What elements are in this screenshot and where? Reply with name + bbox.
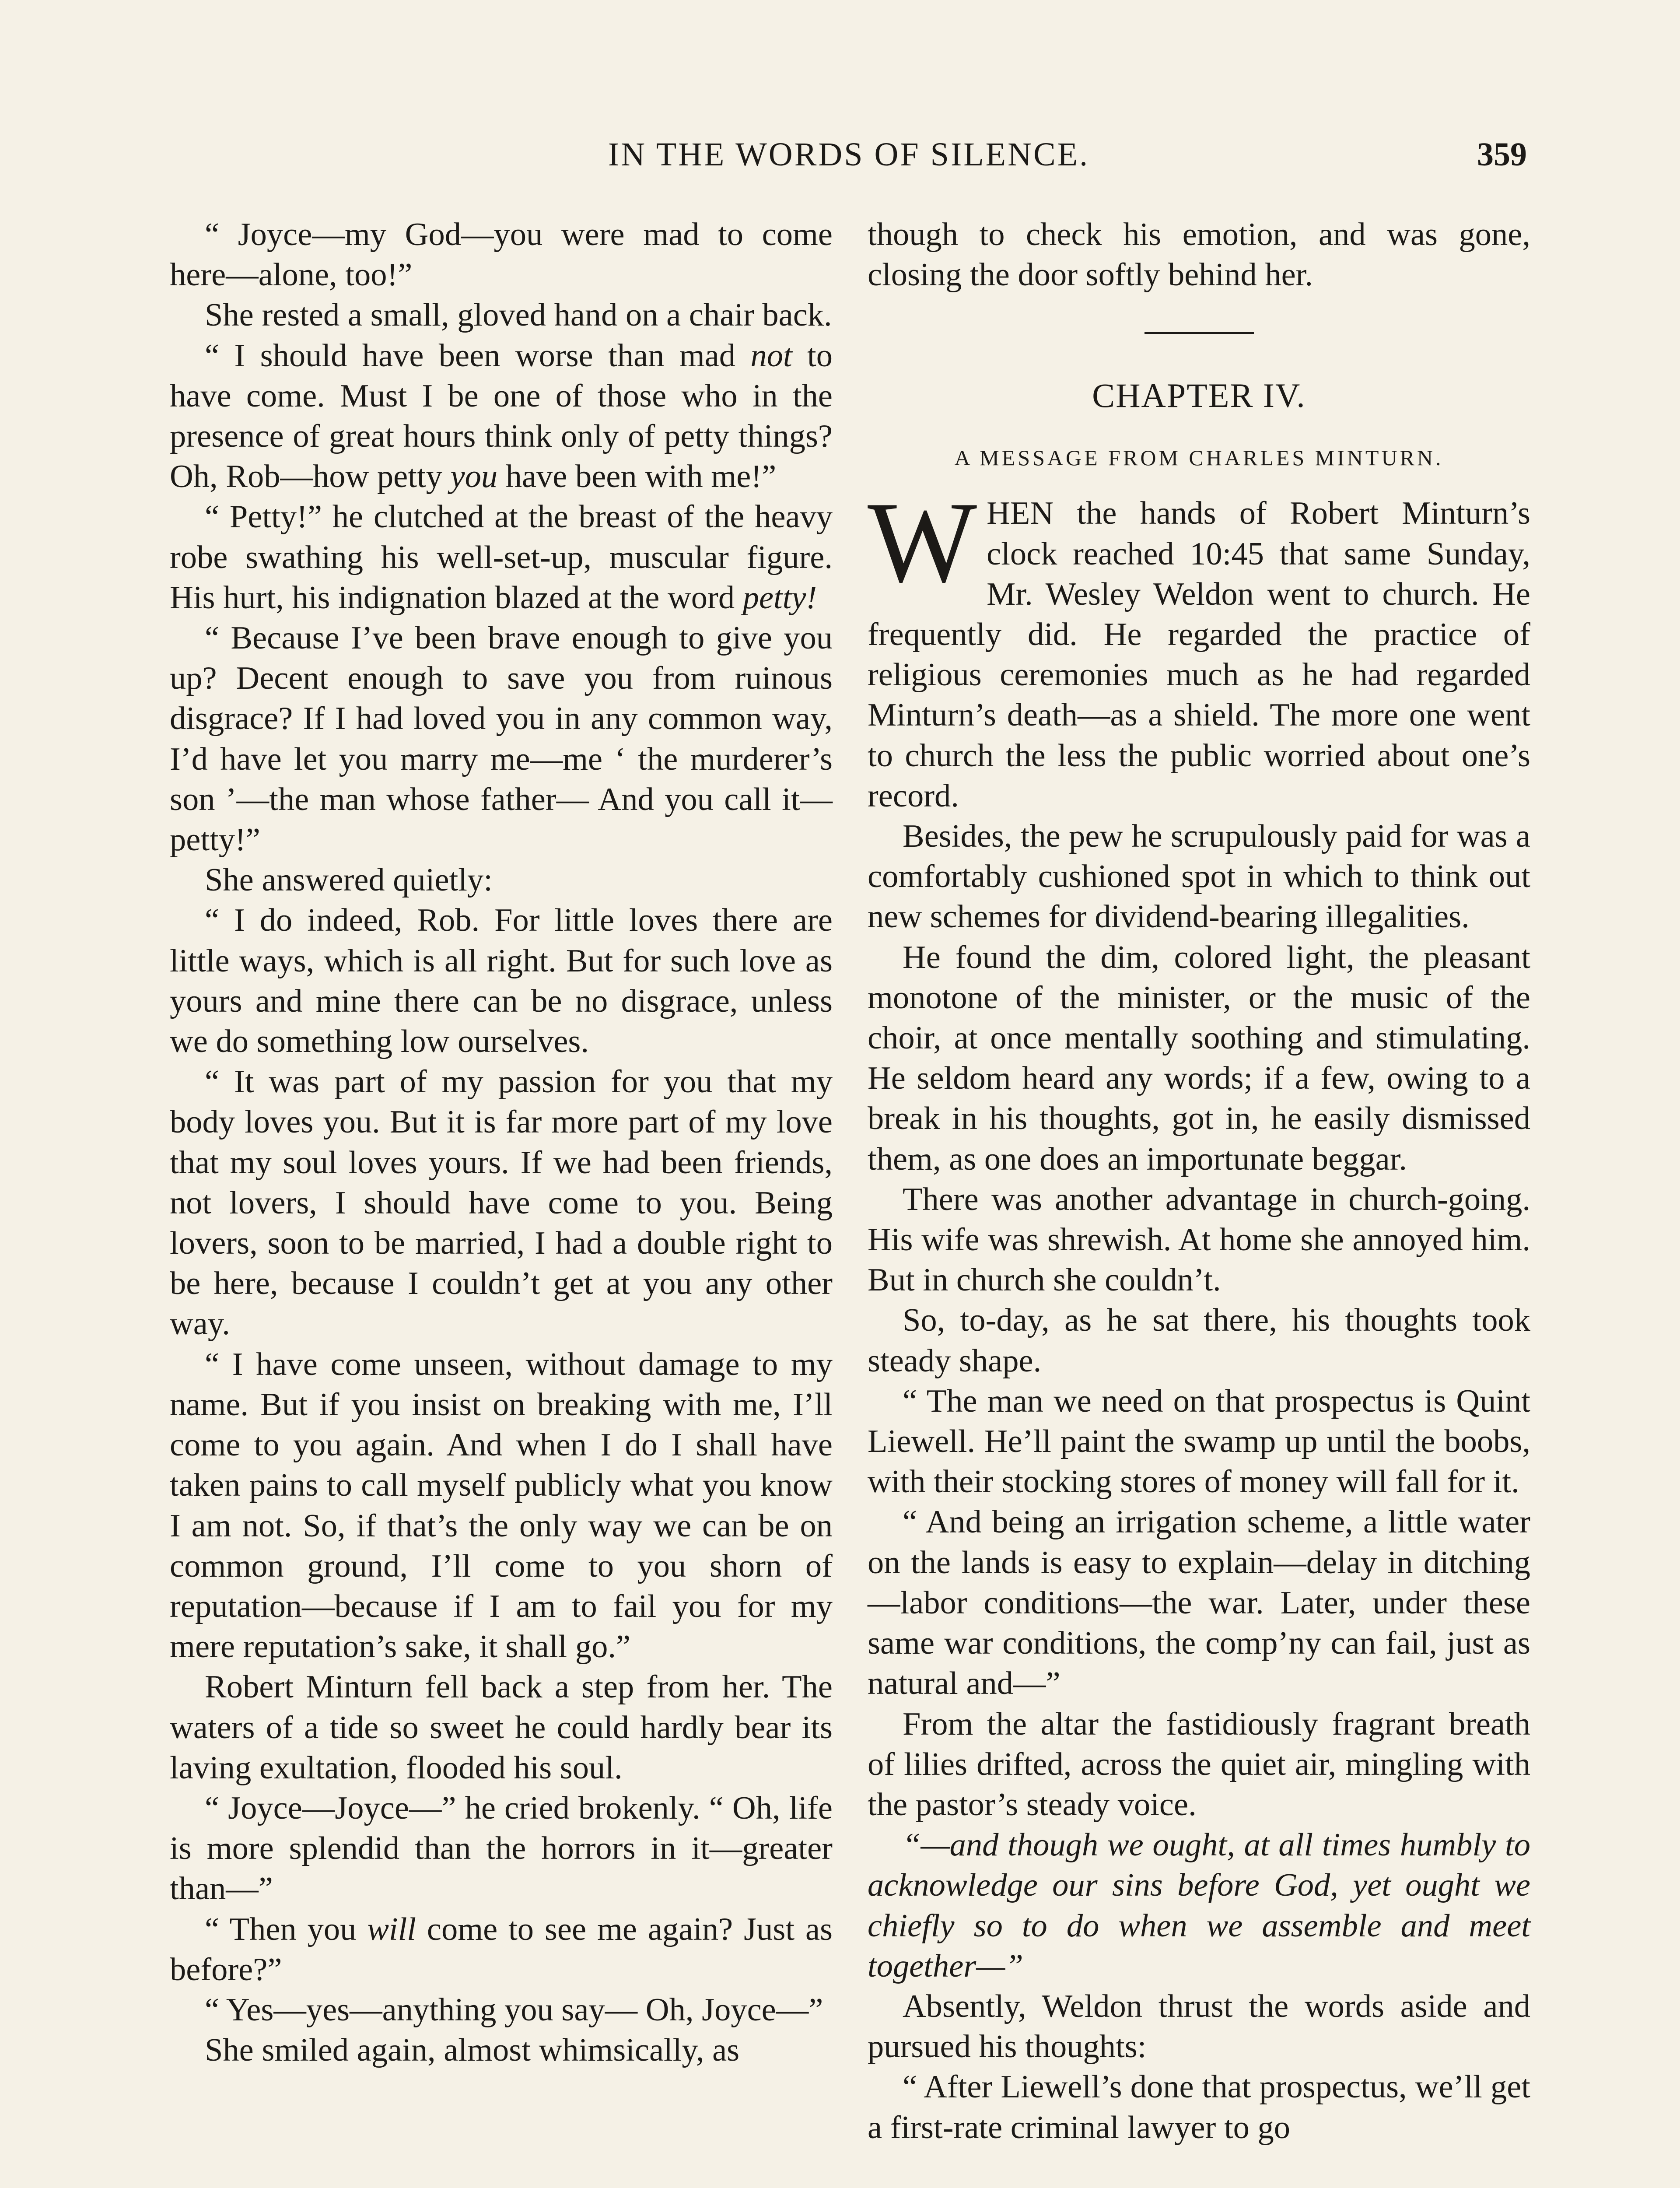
chapter-subtitle: A MESSAGE FROM CHARLES MINTURN.	[954, 445, 1444, 470]
section-divider	[1144, 332, 1254, 334]
paragraph: “ Joyce—my God—you were mad to come here—alone, too!”	[170, 217, 833, 293]
paragraph: “ And being an irrigation scheme, a little water on the lands is easy to explain—delay in ditching—labor conditions—the war. Later, under these same war conditions, the comp’ny can fail, just as natural and—”	[868, 1504, 1530, 1702]
running-title: IN THE WORDS OF SILENCE.	[608, 136, 1090, 173]
paragraph: So, to-day, as he sat there, his thoughts took steady shape.	[868, 1302, 1530, 1379]
paragraph: “ Because I’ve been brave enough to give you up? Decent enough to save you from ruinous disgrace? If I had loved you in any common way, I’d have let you marry me—me ‘ the murderer’s son ’—the man whose father— And you call it—petty!”	[170, 620, 833, 858]
left-column	[170, 214, 833, 2070]
continuation-paragraph: though to check his emotion, and was gone, closing the door softly behind her.	[868, 217, 1530, 293]
paragraph: “ It was part of my passion for you that my body loves you. But it is far more part of my love that my soul loves yours. If we had been friends, not lovers, I should have come to you. Being lovers, soon to be married, I had a double right to be here, because I couldn’t get at you any other way.	[170, 1064, 833, 1342]
opening-paragraph	[868, 478, 1530, 816]
scripture-quote: “—and though we ought, at all times humbly to acknowledge our sins before God, yet ought we chiefly so to do when we assemble and meet together—”	[868, 1827, 1530, 1984]
paragraph: “ I have come unseen, without damage to my name. But if you insist on breaking with me, I’ll come to you again. And when I do I shall have taken pains to call myself publicly what you know I am not. So, if that’s the only way we can be on common ground, I’ll come to you shorn of reputation—because if I am to fail you for my mere reputation’s sake, it shall go.”	[170, 1346, 833, 1665]
paragraph: “ Joyce—Joyce—” he cried brokenly. “ Oh, life is more splendid than the horrors in it—greater than—”	[170, 1790, 833, 1907]
running-head	[171, 131, 1527, 184]
page-number: 359	[1477, 136, 1527, 173]
opening-text: HEN the hands of Robert Minturn’s clock reached 10:45 that same Sunday, Mr. Wesley Weldon went to church. He frequently did. He regarded the practice of religious ceremonies much as he had regarded Minturn’s death—as a shield. The more one went to church the less the public worried about one’s record.	[868, 495, 1530, 814]
right-column	[868, 214, 1530, 2148]
paragraph: “ The man we need on that prospectus is Quint Liewell. He’ll paint the swamp up until the boobs, with their stocking stores of money will fall for it.	[868, 1383, 1530, 1500]
paragraph: “ Yes—yes—anything you say— Oh, Joyce—”	[205, 1992, 823, 2028]
paragraph: She rested a small, gloved hand on a chair back.	[205, 297, 832, 333]
drop-cap: W	[868, 478, 977, 607]
paragraph: “ I do indeed, Rob. For little loves there are little ways, which is all right. But for such love as yours and mine there can be no disgrace, unless we do something low ourselves.	[170, 902, 833, 1060]
chapter-heading: CHAPTER IV.	[1092, 376, 1306, 415]
paragraph: From the altar the fastidiously fragrant breath of lilies drifted, across the quiet air, mingling with the pastor’s steady voice.	[868, 1706, 1530, 1823]
paragraph: Besides, the pew he scrupulously paid for was a comfortably cushioned spot in which to think out new schemes for dividend-bearing illegalities.	[868, 818, 1530, 935]
paragraph: She answered quietly:	[205, 862, 493, 898]
paragraph: He found the dim, colored light, the pleasant monotone of the minister, or the music of the choir, at once mentally soothing and stimulating. He seldom heard any words; if a few, owing to a break in his thoughts, got in, he easily dismissed them, as one does an importunate beggar.	[868, 939, 1530, 1177]
paragraph: There was another advantage in church-going. His wife was shrewish. At home she annoyed him. But in church she couldn’t.	[868, 1181, 1530, 1298]
paragraph: “ After Liewell’s done that prospectus, we’ll get a first-rate criminal lawyer to go	[868, 2069, 1530, 2146]
paragraph: “ Then you will come to see me again? Just as before?”	[170, 1911, 833, 1988]
paragraph: “ Petty!” he clutched at the breast of the heavy robe swathing his well-set-up, muscular figure. His hurt, his indignation blazed at the word petty!	[170, 499, 833, 616]
paragraph: “ I should have been worse than mad not to have come. Must I be one of those who in the presence of great hours think only of petty things? Oh, Rob—how petty you have been with me!”	[170, 337, 833, 495]
paragraph: Robert Minturn fell back a step from her. The waters of a tide so sweet he could hardly bear its laving exultation, flooded his soul.	[170, 1669, 833, 1786]
paragraph: Absently, Weldon thrust the words aside and pursued his thoughts:	[868, 1988, 1530, 2065]
paragraph: She smiled again, almost whimsically, as	[205, 2032, 740, 2069]
